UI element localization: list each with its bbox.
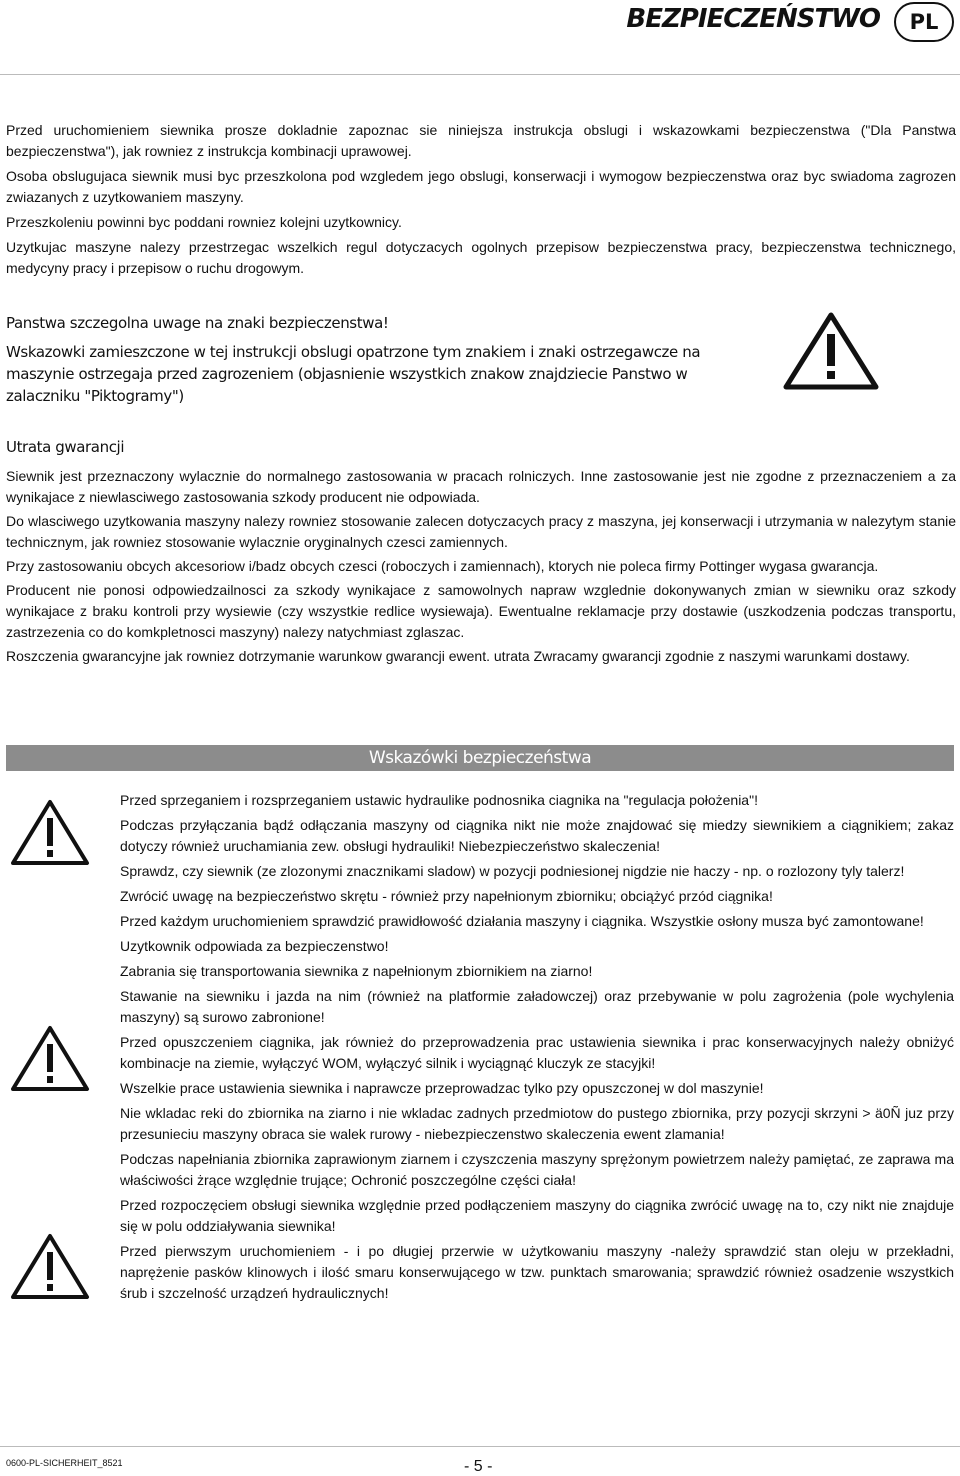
warning-title: Panstwa szczegolna uwage na znaki bezpieczenstwa! xyxy=(6,314,389,332)
safety-item: Nie wkladac reki do zbiornika na ziarno i nie wkladac zadnych przedmiotow do pustego zbiornika, przy pozycji skrzyni > ä0Ñ juz przy przesunieciu maszyny obraca sie walek rurowy - niebezpieczenstwo skaleczenia ewent zlamania! xyxy=(120,1105,954,1142)
safety-item: Zabrania się transportowania siewnika z napełnionym zbiornikiem na ziarno! xyxy=(120,963,593,979)
guarantee-section xyxy=(6,466,956,670)
safety-item: Przed rozpoczęciem obsługi siewnika względnie przed podłączeniem maszyny do ciągnika zwrócić uwagę na to, czy nikt nie znajduje się w polu oddziaływania siewnika! xyxy=(120,1197,954,1234)
guarantee-paragraph: Roszczenia gwarancyjne jak rowniez dotrzymanie warunkow gwarancji ewent. utrata Zwracamy gwarancji zgodnie z naszymi warunkami dostawy. xyxy=(6,648,910,664)
guarantee-title: Utrata gwarancji xyxy=(6,438,125,456)
page-title: BEZPIECZEŃSTWO xyxy=(626,4,880,34)
safety-item: Uzytkownik odpowiada za bezpieczenstwo! xyxy=(120,938,389,954)
safety-item: Zwrócić uwagę na bezpieczeństwo skrętu - również przy napełnionym zbiorniku; obciążyć przód ciągnika! xyxy=(120,888,773,904)
safety-item: Przed każdym uruchomieniem sprawdzić prawidłowość działania maszyny i ciągnika. Wszystkie osłony musza być zamontowane! xyxy=(120,913,924,929)
guarantee-paragraph: Producent nie ponosi odpowiedzailnosci za szkody wynikajace z samowolnych napraw wzglednie dokonywanych zmian w siewniku oraz szkody wynikajace z braku kontroli przy wysiewie (czy wszystkie redlice wysiewaja). Ewentualne reklamacje przy dostawie (uszkodzenia podczas transportu, zastrzezenia co do komkpletnosci maszyny) nalezy natychmiast zglaszac. xyxy=(6,582,956,640)
header-divider xyxy=(0,74,960,75)
intro-paragraph: Przed uruchomieniem siewnika prosze dokladnie zapoznac sie niniejsza instrukcja obslugi i wskazowkami bezpieczenstwa ("Dla Panstwa bezpieczenstwa"), jak rowniez z instrukcja kombinacji uprawowej. xyxy=(6,122,956,159)
safety-item: Przed pierwszym uruchomieniem - i po długiej przerwie w użytkowaniu maszyny -należy sprawdzić stan oleju w przekładni, naprężenie pasków klinowych i ilość smaru konserwującego w tzw. punktach smarowania; sprawdzić również osadzenie wszystkich śrub i szczelność urządzeń hydraulicznych! xyxy=(120,1243,954,1301)
safety-instructions xyxy=(120,790,954,1308)
safety-item: Przed sprzeganiem i rozsprzeganiem ustawic hydraulike podnosnika ciagnika na "regulacja położenia"! xyxy=(120,792,758,808)
warning-text: Wskazowki zamieszczone w tej instrukcji obslugi opatrzone tym znakiem i znaki ostrzegawcze na maszynie ostrzegaja przed zagrozeniem (objasnienie wszystkich znakow znajdziecie Panstwo w zalaczniku "Piktogramy") xyxy=(6,343,701,405)
guarantee-paragraph: Do wlasciwego uzytkowania maszyny nalezy rowniez stosowanie zalecen dotyczacych pracy z maszyna, jej konserwacji i utrzymania w nalezytym stanie technicznym, jak rowniez stosowanie wylacznie oryginalnych czesci zamiennych. xyxy=(6,513,956,550)
intro-paragraph: Uzytkujac maszyne nalezy przestrzegac wszelkich regul dotyczacych ogolnych przepisow bezpieczenstwa pracy, bezpieczenstwa technicznego, medycyny pracy i przepisow o ruchu drogowym. xyxy=(6,239,956,276)
warning-triangle-icon xyxy=(782,310,880,390)
page-header xyxy=(0,0,960,76)
guarantee-paragraph: Przy zastosowaniu obcych akcesoriow i/badz obcych czesci (roboczych i zamiennach), ktorych nie poleca firmy Pottinger wygasa gwarancja. xyxy=(6,558,879,574)
warning-triangle-icon xyxy=(10,1024,90,1092)
safety-item: Przed opuszczeniem ciągnika, jak również do przeprowadzenia prac ustawienia siewnika i prac konserwacyjnych należy obniżyć kombinacje na ziemie, wyłączyć WOM, wyłączyć silnik i wyciągnąć kluczyk ze stacyjki! xyxy=(120,1034,954,1071)
page-number: - 5 - xyxy=(464,1458,493,1475)
guarantee-paragraph: Siewnik jest przeznaczony wylacznie do normalnego zastosowania w pracach rolniczych. Inne zastosowanie jest nie zgodne z przeznaczeniem a za wynikajace z niewlasciwego zastosowania szkody producent nie odpowiada. xyxy=(6,468,956,505)
safety-banner xyxy=(6,745,954,771)
safety-item: Sprawdz, czy siewnik (ze zlozonymi znacznikami sladow) w pozycji podniesionej nigdzie nie haczy - np. o rozlozony tyly talerz! xyxy=(120,863,905,879)
warning-section xyxy=(6,312,746,414)
safety-banner-title: Wskazówki bezpieczeństwa xyxy=(368,748,592,768)
footer-divider xyxy=(0,1446,960,1447)
intro-section xyxy=(6,120,956,283)
intro-paragraph: Osoba obslugujaca siewnik musi byc przeszkolona pod wzgledem jego obslugi, konserwacji i wymogow bezpieczenstwa oraz byc swiadoma zagrozen zwiazanych z uzytkowaniem maszyny. xyxy=(6,168,956,205)
warning-triangle-icon xyxy=(10,1232,90,1300)
safety-item: Podczas napełniania zbiornika zaprawionym ziarnem i czyszczenia maszyny sprężonym powietrzem należy pamiętać, ze zaprawa ma właściwości żrące względnie trujące; Ochronić poszczególne części ciała! xyxy=(120,1151,954,1188)
safety-item: Stawanie na siewniku i jazda na nim (również na platformie załadowczej) oraz przebywanie w polu zagrożenia (pole wychylenia maszyny) są surowo zabronione! xyxy=(120,988,954,1025)
document-code: 0600-PL-SICHERHEIT_8521 xyxy=(6,1458,123,1468)
safety-item: Podczas przyłączania bądź odłączania maszyny od ciągnika nikt nie może znajdować się miedzy siewnikiem a ciągnikiem; zakaz dotyczy również uruchamiania zew. obsługi hydrauliki! Niebezpieczeństwo skaleczenia! xyxy=(120,817,954,854)
intro-paragraph: Przeszkoleniu powinni byc poddani rowniez kolejni uzytkownicy. xyxy=(6,214,402,230)
language-badge: PL xyxy=(894,2,954,42)
safety-item: Wszelkie prace ustawienia siewnika i naprawcze przeprowadzac tylko pzy opuszczonej w dol maszynie! xyxy=(120,1080,764,1096)
warning-triangle-icon xyxy=(10,798,90,866)
